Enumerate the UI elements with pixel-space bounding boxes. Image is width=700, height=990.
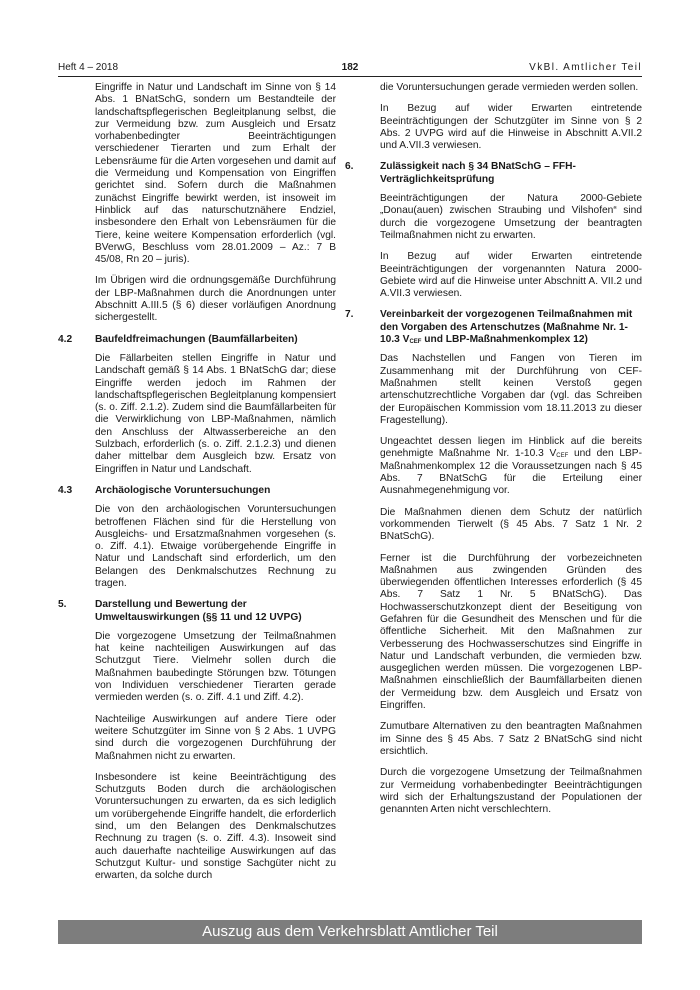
section-title-part: Vereinbarkeit der vorgezogenen Teilmaßnahmen mit den Vorgaben des Artenschutzes (Maßnahme Nr. 1-10.3 V bbox=[380, 309, 633, 346]
page-header bbox=[58, 62, 642, 77]
paragraph: Ferner ist die Durchführung der vorbezeichneten Maßnahmen aus zwingenden Gründen des überwiegenden öffentlichen Interesses erforderlich (§ 45 Abs. 7 Satz 1 Nr. 5 BNatSchG). Das Hochwasserschutzkonzept dient der Beseitigung von Gefahren für die Gesundheit des Menschen und für die öffentliche Sicherheit. Mit den Maßnahmen zur Verbesserung des Hochwasserschutzes sind Eingriffe in Natur und Landschaft verbunden, die vermieden bzw. ausgeglichen werden müssen. Die vorgezogenen LBP-Maßnahmen einschließlich der Baumfällarbeiten dienen der Vermeidung bzw. dem Ausgleich und Ersatz von Eingriffen. bbox=[380, 552, 642, 712]
section-number: 4.2 bbox=[58, 333, 73, 345]
section-title-part: und LBP-Maßnahmenkomplex 12) bbox=[421, 334, 588, 346]
page-number: 182 bbox=[341, 62, 359, 73]
paragraph: Eingriffe in Natur und Landschaft im Sinne von § 14 Abs. 1 BNatSchG, sondern um Bestandteile der landschaftspflegerischen Begleitplanung selbst, die zur Vermeidung bzw. zum Ausgleich und Ersatz vorhabenbedingter Beeinträchtigungen verschiedener Tierarten und zum Erhalt der Lebensräume für die Arten vorgesehen und damit auf die Vermeidung und Kompensation von Eingriffen gerichtet sind. Sofern durch die Maßnahmen zunächst Eingriffe bewirkt werden, ist insoweit im Hinblick auf das naturschutznähere Endziel, insbesondere den Erhalt von Lebensräumen für die Tiere, keine weitere Kompensation erforderlich (vgl. BVerwG, Beschluss vom 28.01.2009 – Az.: 7 B 45/08, Rn 20 – juris). bbox=[95, 82, 336, 266]
section-number: 4.3 bbox=[58, 484, 73, 496]
section-heading-4-3 bbox=[58, 485, 336, 497]
paragraph: In Bezug auf wider Erwarten eintretende Beeinträchtigungen der Schutzgüter im Sinne von § 2 Abs. 2 UVPG wird auf die Hinweise in Abschnitt A.VII.2 und A.VII.3 verwiesen. bbox=[380, 103, 642, 152]
section-heading-7 bbox=[345, 309, 642, 346]
paragraph: die Voruntersuchungen gerade vermieden werden sollen. bbox=[380, 82, 639, 93]
section-heading-5 bbox=[58, 599, 336, 624]
section-title: Zulässigkeit nach § 34 BNatSchG – FFH-Verträglichkeitsprüfung bbox=[380, 161, 576, 185]
paragraph: Die Maßnahmen dienen dem Schutz der natürlich vorkommenden Tierwelt (§ 45 Abs. 7 Satz 1 Nr. 2 BNatSchG). bbox=[380, 506, 642, 543]
left-column bbox=[58, 82, 336, 892]
section-title: Archäologische Voruntersuchungen bbox=[95, 484, 271, 496]
paragraph: Die vorgezogene Umsetzung der Teilmaßnahmen hat keine nachteiligen Auswirkungen auf das Schutzgut Tiere. Vielmehr sollen durch die Maßnahmen baubedingte Störungen bzw. Tötungen von Individuen verschiedener Tierarten gerade vermieden werden (s. o. Ziff. 4.1 und Ziff. 4.2). bbox=[95, 630, 336, 704]
paragraph: Nachteilige Auswirkungen auf andere Tiere oder weitere Schutzgüter im Sinne von § 2 Abs. 1 UVPG sind durch die vorgezogenen Durchführung der Maßnahmen nicht zu erwarten. bbox=[95, 713, 336, 762]
paragraph: Beeinträchtigungen der Natura 2000-Gebiete „Donau(auen) zwischen Straubing und Vilshofen“ sind durch die vorgezogene Umsetzung der beantragten Teilmaßnahmen nicht zu erwarten. bbox=[380, 193, 642, 241]
issue-label: Heft 4 – 2018 bbox=[58, 62, 119, 73]
section-title bbox=[380, 309, 642, 346]
paragraph-part: und den LBP-Maßnahmenkomplex 12 die Voraussetzungen nach § 45 Abs. 7 BNatSchG für die Erteilung einer Ausnahmegenehmigung vor. bbox=[380, 448, 642, 497]
footer-banner: Auszug aus dem Verkehrsblatt Amtlicher Teil bbox=[58, 920, 642, 944]
section-number: 6. bbox=[345, 161, 354, 173]
section-title: Darstellung und Bewertung der Umweltauswirkungen (§§ 11 und 12 UVPG) bbox=[95, 599, 302, 623]
right-column bbox=[345, 82, 642, 825]
publication-title: VkBl. Amtlicher Teil bbox=[529, 62, 642, 73]
cef-subscript: CEF bbox=[556, 453, 569, 460]
paragraph: In Bezug auf wider Erwarten eintretende Beeinträchtigungen der vorgenannten Natura 2000-Gebiete wird auf die Hinweise unter Abschnitt A. VII.2 und A.VII.3 verwiesen. bbox=[380, 251, 642, 300]
paragraph-part: Ungeachtet dessen liegen im Hinblick auf die bereits genehmigte Maßnahme Nr. 1-10.3 V bbox=[380, 436, 642, 460]
paragraph: Im Übrigen wird die ordnungsgemäße Durchführung der LBP-Maßnahmen durch die Anordnungen unter Abschnitt A.III.5 (§ 6) dieser vorläufigen Anordnung sichergestellt. bbox=[95, 275, 336, 324]
paragraph: Insbesondere ist keine Beeinträchtigung des Schutzguts Boden durch die archäologischen Voruntersuchungen zu erwarten, da es sich lediglich um vorübergehende Eingriffe handelt, die erforderlich sind, um den Belangen des Denkmalschutzes Rechnung zu tragen (s. o. Ziff. 4.3). Insoweit sind auch dauerhafte nachteilige Auswirkungen auf das Schutzgut Kultur- und sonstige Sachgüter nicht zu erwarten, da solche durch bbox=[95, 771, 336, 882]
section-heading-4-2 bbox=[58, 334, 336, 346]
paragraph: Zumutbare Alternativen zu den beantragten Maßnahmen im Sinne des § 45 Abs. 7 Satz 2 BNatSchG sind nicht ersichtlich. bbox=[380, 721, 642, 757]
section-title: Baufeldfreimachungen (Baumfällarbeiten) bbox=[95, 333, 298, 345]
paragraph: Das Nachstellen und Fangen von Tieren im Zusammenhang mit der Durchführung von CEF-Maßnahmen stellt keinen Verstoß gegen artenschutzrechtliche Vorgaben dar (vgl. das Schreiben der Europäischen Kommission vom 18.11.2013 zu dieser Fragestellung). bbox=[380, 353, 642, 426]
paragraph: Durch die vorgezogene Umsetzung der Teilmaßnahmen zur Vermeidung vorhabenbedingter Beeinträchtigungen wird sich der Erhaltungszustand der Populationen der genannten Arten nicht verschlechtern. bbox=[380, 767, 642, 816]
paragraph: Die Fällarbeiten stellen Eingriffe in Natur und Landschaft gemäß § 14 Abs. 1 BNatSchG dar; diese Eingriffe werden jedoch im Rahmen der landschaftspflegerischen Begleitplanung kompensiert (s. o. Ziff. 2.1.2). Zudem sind die Baumfällarbeiten für die Verwirklichung von LBP-Maßnahmen, nämlich den Anschluss der Altwasserbereiche an den Sulzbach, erforderlich (s. o. Ziff. 2.1.2.3) und dienen daher mittelbar dem Ausgleich bzw. Ersatz von Eingriffen in Natur und Landschaft. bbox=[95, 352, 336, 475]
paragraph bbox=[345, 436, 642, 497]
section-heading-6 bbox=[345, 161, 642, 186]
paragraph: Die von den archäologischen Voruntersuchungen betroffenen Flächen sind für die Herstellung von Ausgleichs- und Ersatzmaßnahmen vorgesehen (s. o. Ziff. 4.1). Etwaige vorübergehende Eingriffe in Natur und Landschaft sind erforderlich, um den Belangen des Denkmalschutzes Rechnung zu tragen. bbox=[95, 504, 336, 589]
section-number: 5. bbox=[58, 599, 67, 611]
cef-subscript: CEF bbox=[409, 339, 422, 346]
section-number: 7. bbox=[345, 309, 354, 321]
